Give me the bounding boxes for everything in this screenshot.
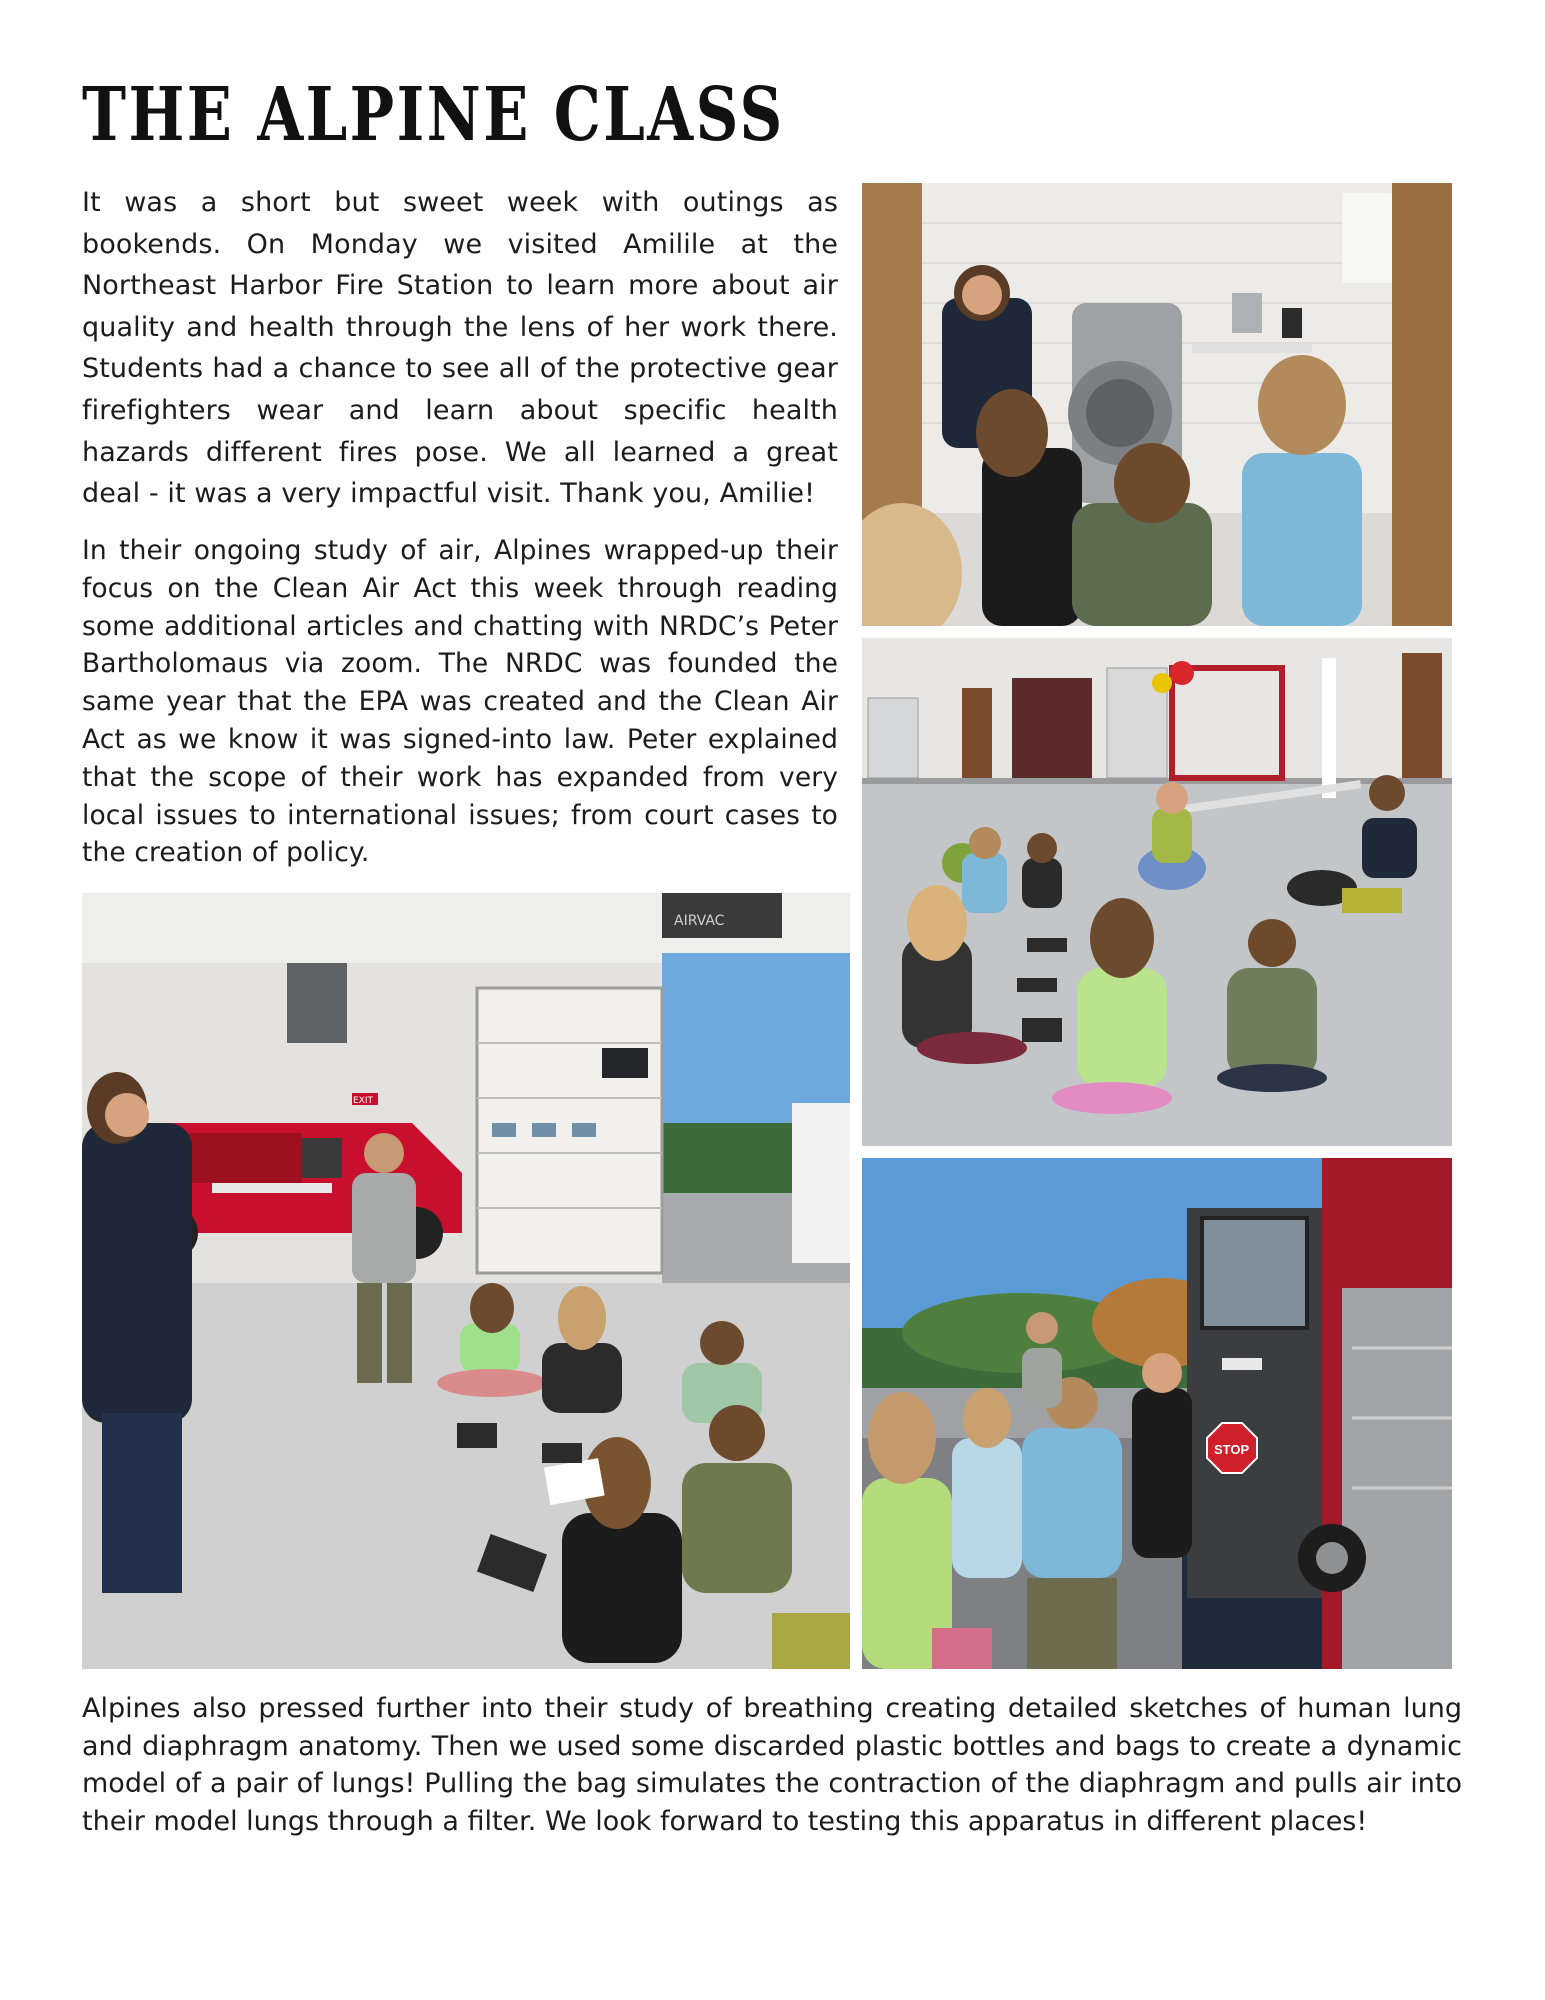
page-title: THE ALPINE CLASS bbox=[82, 72, 785, 158]
lungs-paragraph: Alpines also pressed further into their study of breathing creating detailed sketches of human lung and diaphragm anatomy. Then we used some discarded plastic bottles and bags to create a dynamic model of a pair of lungs! Pulling the bag simulates the contraction of the diaphragm and pulls air into their model lungs through a filter. We look forward to testing this apparatus in different places! bbox=[82, 1693, 1462, 1837]
intro-paragraph: It was a short but sweet week with outings as bookends. On Monday we visited Amilile at the Northeast Harbor Fire Station to learn more about air quality and health through the lens of her work there. Students had a chance to see all of the protective gear firefighters wear and learn about specific health hazards different fires pose. We all learned a great deal - it was a very impactful visit. Thank you, Amilie! bbox=[82, 187, 838, 510]
photo-apparatus-bay bbox=[82, 893, 850, 1669]
photo-gear-washer bbox=[862, 183, 1452, 626]
exit-sign-label: EXIT bbox=[353, 1096, 374, 1106]
stop-sign-label: STOP bbox=[1214, 1442, 1250, 1457]
photo-students-circle bbox=[862, 638, 1452, 1146]
clean-air-paragraph: In their ongoing study of air, Alpines wrapped-up their focus on the Clean Air Act this week through reading some additional articles and chatting with NRDC’s Peter Bartholomaus via zoom. The NRDC was founded the same year that the EPA was created and the Clean Air Act as we know it was signed-into law. Peter explained that the scope of their work has expanded from very local issues to international issues; from court cases to the creation of policy. bbox=[82, 535, 838, 869]
fan-brand-label: AIRVAC bbox=[674, 913, 725, 929]
photo-fire-engine bbox=[862, 1158, 1452, 1669]
